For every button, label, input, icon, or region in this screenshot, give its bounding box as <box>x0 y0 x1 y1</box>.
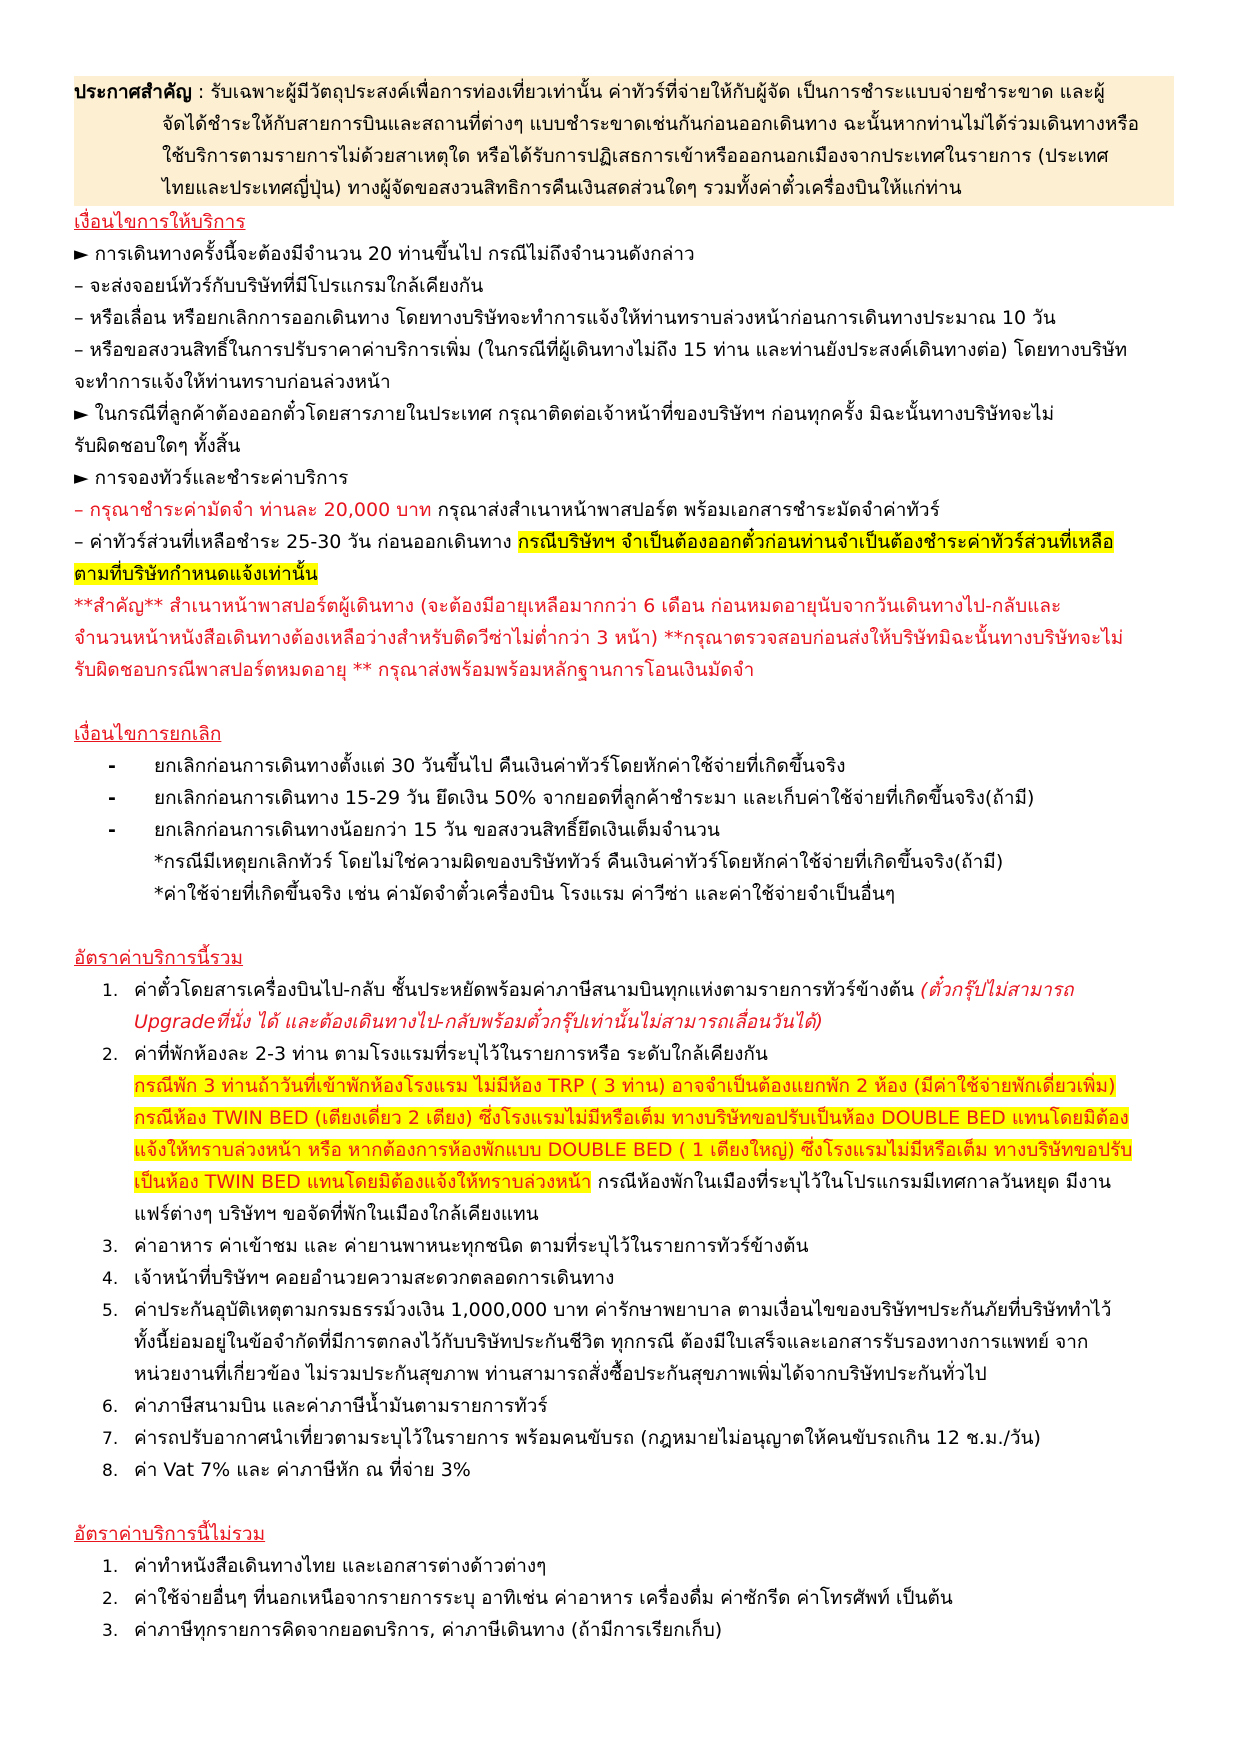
bullet-dash: - <box>108 819 116 841</box>
excluded-item-3: 3. ค่าภาษีทุกรายการคิดจากยอดบริการ, ค่าภาษีเดินทาง (ถ้ามีการเรียกเก็บ) <box>102 1619 723 1641</box>
included-item-8: 8. ค่า Vat 7% และ ค่าภาษีหัก ณ ที่จ่าย 3% <box>102 1459 471 1481</box>
notice-line-3: ใช้บริการตามรายการไม่ด้วยสาเหตุใด หรือได้รับการปฏิเสธการเข้าหรือออกนอกเมืองจากประเทศในรายการ (ประเทศ <box>162 145 1109 167</box>
service-line-1: ► การเดินทางครั้งนี้จะต้องมีจำนวน 20 ท่านขึ้นไป กรณีไม่ถึงจำนวนดังกล่าว <box>74 243 695 265</box>
cancel-note-2: *ค่าใช้จ่ายที่เกิดขึ้นจริง เช่น ค่ามัดจำตั๋วเครื่องบิน โรงแรม ค่าวีซ่า และค่าใช้จ่ายจำเป็นอื่นๆ <box>154 883 896 905</box>
included-item-6: 6. ค่าภาษีสนามบิน และค่าภาษีน้ำมันตามรายการทัวร์ <box>102 1395 548 1417</box>
service-line-12: **สำคัญ** สำเนาหน้าพาสปอร์ตผู้เดินทาง (จะต้องมีอายุเหลือมากกว่า 6 เดือน ก่อนหมดอายุนับจากวันเดินทางไป-กลับและ <box>74 595 1062 617</box>
service-line-5: จะทำการแจ้งให้ท่านทราบก่อนล่วงหน้า <box>74 371 391 393</box>
included-heading: อัตราค่าบริการนี้รวม <box>74 947 244 969</box>
highlight-text: กรณีบริษัทฯ จำเป็นต้องออกตั๋วก่อนท่านจำเป็นต้องชำระค่าทัวร์ส่วนที่เหลือ <box>517 531 1114 553</box>
deposit-text: – กรุณาชำระค่ามัดจำ ท่านละ 20,000 บาท <box>74 499 432 521</box>
service-line-7: รับผิดชอบใดๆ ทั้งสิ้น <box>74 435 241 457</box>
excluded-heading: อัตราค่าบริการนี้ไม่รวม <box>74 1523 266 1545</box>
room-note-5: แฟร์ต่างๆ บริษัทฯ ขอจัดที่พักในเมืองใกล้เคียงแทน <box>134 1203 539 1225</box>
included-item-7: 7. ค่ารถปรับอากาศนำเที่ยวตามระบุไว้ในรายการ พร้อมคนขับรถ (กฎหมายไม่อนุญาตให้คนขับรถเกิน 12 ช.ม./วัน) <box>102 1427 1041 1449</box>
service-line-3: – หรือเลื่อน หรือยกเลิกการออกเดินทาง โดยทางบริษัทจะทำการแจ้งให้ท่านทราบล่วงหน้าก่อนการเดินทางประมาณ 10 วัน <box>74 307 1056 329</box>
cancel-item-1: - ยกเลิกก่อนการเดินทางตั้งแต่ 30 วันขึ้นไป คืนเงินค่าทัวร์โดยหักค่าใช้จ่ายที่เกิดขึ้นจริง <box>108 750 845 782</box>
included-item-1-cont: Upgradeที่นั่ง ได้ และต้องเดินทางไป-กลับพร้อมตั๋วกรุ๊ปเท่านั้นไม่สามารถเลื่อนวันได้) <box>134 1011 823 1033</box>
service-line-2: – จะส่งจอยน์ทัวร์กับบริษัทที่มีโปรแกรมใกล้เคียงกัน <box>74 275 484 297</box>
service-line-11 <box>74 558 318 590</box>
included-item-2: 2. ค่าที่พักห้องละ 2-3 ท่าน ตามโรงแรมที่ระบุไว้ในรายการหรือ ระดับใกล้เคียงกัน <box>102 1043 768 1065</box>
included-item-1: 1. ค่าตั๋วโดยสารเครื่องบินไป-กลับ ชั้นประหยัดพร้อมค่าภาษีสนามบินทุกแห่งตามรายการทัวร์ข้างต้น (ตั๋วกรุ๊ปไม่สามารถ <box>102 979 1074 1001</box>
included-item-5-cont-1: ทั้งนี้ย่อมอยู่ในข้อจำกัดที่มีการตกลงไว้กับบริษัทประกันชีวิต ทุกกรณี ต้องมีใบเสร็จและเอกสารรับรองทางการแพทย์ จาก <box>134 1331 1089 1353</box>
included-item-3: 3. ค่าอาหาร ค่าเข้าชม และ ค่ายานพาหนะทุกชนิด ตามที่ระบุไว้ในรายการทัวร์ข้างต้น <box>102 1235 809 1257</box>
service-line-14: รับผิดชอบกรณีพาสปอร์ตหมดอายุ ** กรุณาส่งพร้อมพร้อมหลักฐานการโอนเงินมัดจำ <box>74 659 755 681</box>
service-line-9: – กรุณาชำระค่ามัดจำ ท่านละ 20,000 บาท กรุณาส่งสำเนาหน้าพาสปอร์ต พร้อมเอกสารชำระมัดจำค่าทัวร์ <box>74 499 940 521</box>
service-line-8: ► การจองทัวร์และชำระค่าบริการ <box>74 467 349 489</box>
bullet-dash: - <box>108 755 116 777</box>
service-line-13: จำนวนหน้าหนังสือเดินทางต้องเหลือว่างสำหรับติดวีซ่าไม่ต่ำกว่า 3 หน้า) **กรุณาตรวจสอบก่อนส่งให้บริษัทมิฉะนั้นทางบริษัทจะไม่ <box>74 627 1124 649</box>
service-line-10: – ค่าทัวร์ส่วนที่เหลือชำระ 25-30 วัน ก่อนออกเดินทาง กรณีบริษัทฯ จำเป็นต้องออกตั๋วก่อนท่านจำเป็นต้องชำระค่าทัวร์ส่วนที่เหลือ <box>74 531 1114 553</box>
excluded-item-1: 1. ค่าทำหนังสือเดินทางไทย และเอกสารต่างด้าวต่างๆ <box>102 1555 547 1577</box>
bullet-dash: - <box>108 787 116 809</box>
room-note-3: แจ้งให้ทราบล่วงหน้า หรือ หากต้องการห้องพักแบบ DOUBLE BED ( 1 เตียงใหญ่) ซึ่งโรงแรมไม่มีหรือเต็ม ทางบริษัทขอปรับ <box>134 1139 1133 1161</box>
notice-label: ประกาศสำคัญ <box>74 81 192 103</box>
notice-line-1: ประกาศสำคัญ : รับเฉพาะผู้มีวัตถุประสงค์เพื่อการท่องเที่ยวเท่านั้น ค่าทัวร์ที่จ่ายให้กับผู้จัด เป็นการชำระแบบจ่ายชำระขาด และผู้ <box>74 81 1105 103</box>
highlight-text: ตามที่บริษัทกำหนดแจ้งเท่านั้น <box>74 563 318 585</box>
cancel-note-1: *กรณีมีเหตุยกเลิกทัวร์ โดยไม่ใช่ความผิดของบริษัททัวร์ คืนเงินค่าทัวร์โดยหักค่าใช้จ่ายที่เกิดขึ้นจริง(ถ้ามี) <box>154 851 1004 873</box>
cancel-item-2: - ยกเลิกก่อนการเดินทาง 15-29 วัน ยึดเงิน 50% จากยอดที่ลูกค้าชำระมา และเก็บค่าใช้จ่ายที่เกิดขึ้นจริง(ถ้ามี) <box>108 782 1034 814</box>
notice-line-2: จัดได้ชำระให้กับสายการบินและสถานที่ต่างๆ แบบชำระขาดเช่นกันก่อนออกเดินทาง ฉะนั้นหากท่านไม่ได้ร่วมเดินทางหรือ <box>162 113 1140 135</box>
service-line-6: ► ในกรณีที่ลูกค้าต้องออกตั๋วโดยสารภายในประเทศ กรุณาติดต่อเจ้าหน้าที่ของบริษัทฯ ก่อนทุกครั้ง มิฉะนั้นทางบริษัทจะไม่ <box>74 403 1055 425</box>
included-item-4: 4. เจ้าหน้าที่บริษัทฯ คอยอำนวยความสะดวกตลอดการเดินทาง <box>102 1267 615 1289</box>
included-item-5-cont-2: หน่วยงานที่เกี่ยวข้อง ไม่รวมประกันสุขภาพ ท่านสามารถสั่งซื้อประกันสุขภาพเพิ่มได้จากบริษัทประกันทั่วไป <box>134 1363 987 1385</box>
room-note-1: กรณีพัก 3 ท่านถ้าวันที่เข้าพักห้องโรงแรม ไม่มีห้อง TRP ( 3 ท่าน) อาจจำเป็นต้องแยกพัก 2 ห้อง (มีค่าใช้จ่ายพักเดี่ยวเพิ่ม) <box>134 1075 1116 1097</box>
service-line-4: – หรือขอสงวนสิทธิ์ในการปรับราคาค่าบริการเพิ่ม (ในกรณีที่ผู้เดินทางไม่ถึง 15 ท่าน และท่านยังประสงค์เดินทางต่อ) โดยทางบริษัท <box>74 339 1128 361</box>
room-note-2: กรณีห้อง TWIN BED (เตียงเดี่ยว 2 เตียง) ซึ่งโรงแรมไม่มีหรือเต็ม ทางบริษัทขอปรับเป็นห้อง DOUBLE BED แทนโดยมิต้อง <box>134 1107 1129 1129</box>
service-heading: เงื่อนไขการให้บริการ <box>74 211 246 233</box>
cancel-heading: เงื่อนไขการยกเลิก <box>74 723 222 745</box>
room-note-4: เป็นห้อง TWIN BED แทนโดยมิต้องแจ้งให้ทราบล่วงหน้า กรณีห้องพักในเมืองที่ระบุไว้ในโปรแกรมมีเทศกาลวันหยุด มีงาน <box>134 1171 1112 1193</box>
excluded-item-2: 2. ค่าใช้จ่ายอื่นๆ ที่นอกเหนือจากรายการระบุ อาทิเช่น ค่าอาหาร เครื่องดื่ม ค่าซักรีด ค่าโทรศัพท์ เป็นต้น <box>102 1587 953 1609</box>
cancel-item-3: - ยกเลิกก่อนการเดินทางน้อยกว่า 15 วัน ขอสงวนสิทธิ์ยึดเงินเต็มจำนวน <box>108 814 720 846</box>
notice-line-4: ไทยและประเทศญี่ปุ่น) ทางผู้จัดขอสงวนสิทธิการคืนเงินสดส่วนใดๆ รวมทั้งค่าตั๋วเครื่องบินให้แก่ท่าน <box>162 177 962 199</box>
included-item-5: 5. ค่าประกันอุบัติเหตุตามกรมธรรม์วงเงิน 1,000,000 บาท ค่ารักษาพยาบาล ตามเงื่อนไขของบริษัทฯประกันภัยที่บริษัททำไว้ <box>102 1299 1112 1321</box>
